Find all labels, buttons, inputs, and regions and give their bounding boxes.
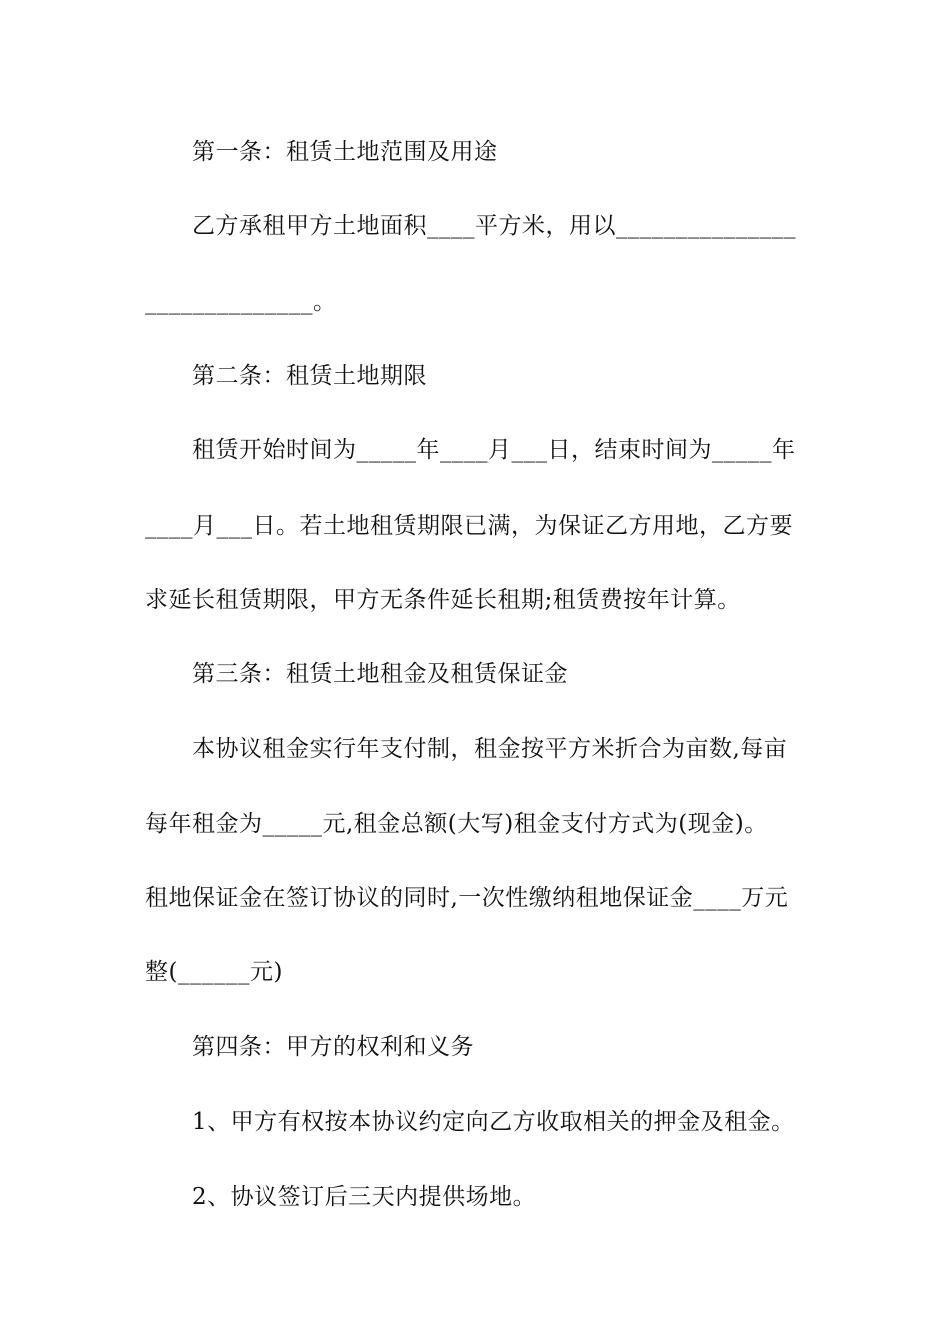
article-1-text-line-2: ______________。 [145,289,337,315]
article-3-text-line-4: 整(______元) [145,959,283,985]
article-2-text-line-2: ____月___日。若土地租赁期限已满，为保证乙方用地，乙方要 [145,513,793,539]
article-1-text-line-1: 乙方承租甲方土地面积____平方米，用以_______________ [192,213,796,239]
article-3-heading: 第三条：租赁土地租金及租赁保证金 [192,661,568,687]
article-3-text-line-1: 本协议租金实行年支付制，租金按平方米折合为亩数,每亩 [192,736,788,762]
article-3-text-line-3: 租地保证金在签订协议的同时,一次性缴纳租地保证金____万元 [145,885,789,911]
article-4-item-1: 1、甲方有权按本协议约定向乙方收取相关的押金及租金。 [192,1109,795,1135]
article-1-heading: 第一条：租赁土地范围及用途 [192,139,498,165]
article-3-text-line-2: 每年租金为_____元,租金总额(大写)租金支付方式为(现金)。 [145,811,768,837]
article-2-text-line-3: 求延长租赁期限，甲方无条件延长租期;租赁费按年计算。 [145,587,741,613]
article-4-heading: 第四条：甲方的权利和义务 [192,1034,474,1060]
article-2-text-line-1: 租赁开始时间为_____年____月___日，结束时间为_____年 [192,437,796,463]
article-4-item-2: 2、协议签订后三天内提供场地。 [192,1184,537,1210]
article-2-heading: 第二条：租赁土地期限 [192,363,427,389]
